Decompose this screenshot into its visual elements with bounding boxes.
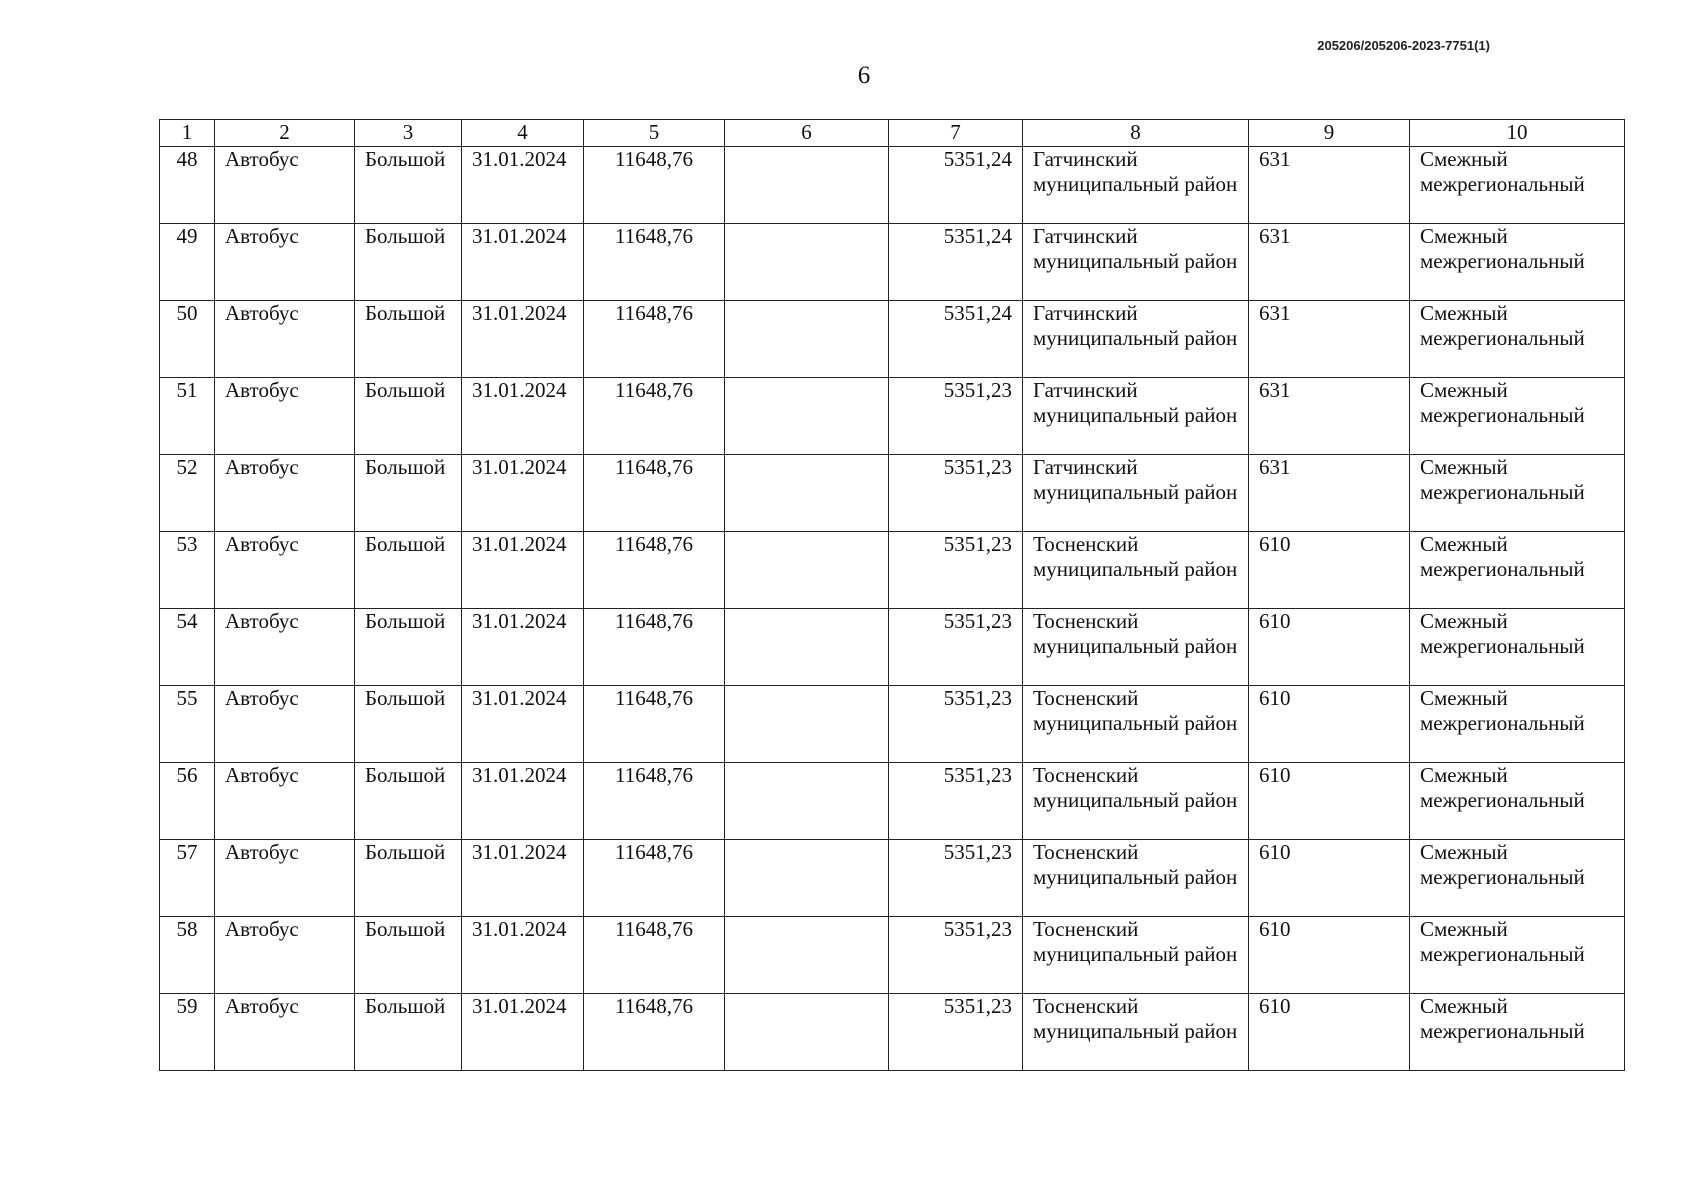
amount-cell: 5351,24 xyxy=(889,224,1023,301)
district-cell: Гатчинский муниципальный район xyxy=(1023,455,1249,532)
column-header: 4 xyxy=(462,120,584,147)
amount-cell: 5351,23 xyxy=(889,686,1023,763)
column-header: 2 xyxy=(215,120,355,147)
vehicle-class-cell: Большой xyxy=(355,994,462,1071)
vehicle-type-cell: Автобус xyxy=(215,763,355,840)
empty-cell xyxy=(725,301,889,378)
table-body xyxy=(160,147,1625,1071)
price-cell: 11648,76 xyxy=(584,532,725,609)
table-row xyxy=(160,532,1625,609)
table-row xyxy=(160,378,1625,455)
district-cell: Тосненский муниципальный район xyxy=(1023,763,1249,840)
empty-cell xyxy=(725,378,889,455)
code-cell: 631 xyxy=(1249,378,1410,455)
table-row xyxy=(160,686,1625,763)
price-cell: 11648,76 xyxy=(584,917,725,994)
amount-cell: 5351,23 xyxy=(889,532,1023,609)
code-cell: 610 xyxy=(1249,917,1410,994)
district-cell: Гатчинский муниципальный район xyxy=(1023,378,1249,455)
amount-cell: 5351,23 xyxy=(889,917,1023,994)
column-number-row xyxy=(160,120,1625,147)
vehicle-class-cell: Большой xyxy=(355,686,462,763)
vehicle-type-cell: Автобус xyxy=(215,224,355,301)
date-cell: 31.01.2024 xyxy=(462,917,584,994)
date-cell: 31.01.2024 xyxy=(462,455,584,532)
price-cell: 11648,76 xyxy=(584,147,725,224)
table-row xyxy=(160,917,1625,994)
vehicle-class-cell: Большой xyxy=(355,378,462,455)
column-header: 7 xyxy=(889,120,1023,147)
column-header: 3 xyxy=(355,120,462,147)
table-row xyxy=(160,147,1625,224)
vehicle-class-cell: Большой xyxy=(355,917,462,994)
price-cell: 11648,76 xyxy=(584,224,725,301)
district-cell: Тосненский муниципальный район xyxy=(1023,917,1249,994)
row-number-cell: 52 xyxy=(160,455,215,532)
vehicle-type-cell: Автобус xyxy=(215,378,355,455)
document-number: 205206/205206-2023-7751(1) xyxy=(1317,38,1490,53)
route-type-cell: Смежный межрегиональный xyxy=(1410,994,1625,1071)
route-type-cell: Смежный межрегиональный xyxy=(1410,224,1625,301)
amount-cell: 5351,23 xyxy=(889,840,1023,917)
district-cell: Гатчинский муниципальный район xyxy=(1023,224,1249,301)
route-type-cell: Смежный межрегиональный xyxy=(1410,609,1625,686)
column-header: 5 xyxy=(584,120,725,147)
route-type-cell: Смежный межрегиональный xyxy=(1410,686,1625,763)
vehicle-type-cell: Автобус xyxy=(215,686,355,763)
route-type-cell: Смежный межрегиональный xyxy=(1410,147,1625,224)
empty-cell xyxy=(725,609,889,686)
column-header: 1 xyxy=(160,120,215,147)
district-cell: Тосненский муниципальный район xyxy=(1023,994,1249,1071)
row-number-cell: 58 xyxy=(160,917,215,994)
vehicle-type-cell: Автобус xyxy=(215,532,355,609)
code-cell: 631 xyxy=(1249,147,1410,224)
column-header: 6 xyxy=(725,120,889,147)
vehicle-type-cell: Автобус xyxy=(215,147,355,224)
row-number-cell: 56 xyxy=(160,763,215,840)
table-row xyxy=(160,994,1625,1071)
table-row xyxy=(160,455,1625,532)
code-cell: 610 xyxy=(1249,532,1410,609)
code-cell: 610 xyxy=(1249,686,1410,763)
row-number-cell: 57 xyxy=(160,840,215,917)
column-header: 8 xyxy=(1023,120,1249,147)
price-cell: 11648,76 xyxy=(584,378,725,455)
amount-cell: 5351,24 xyxy=(889,147,1023,224)
route-type-cell: Смежный межрегиональный xyxy=(1410,378,1625,455)
code-cell: 610 xyxy=(1249,609,1410,686)
empty-cell xyxy=(725,686,889,763)
amount-cell: 5351,23 xyxy=(889,455,1023,532)
date-cell: 31.01.2024 xyxy=(462,763,584,840)
code-cell: 610 xyxy=(1249,994,1410,1071)
empty-cell xyxy=(725,532,889,609)
date-cell: 31.01.2024 xyxy=(462,609,584,686)
row-number-cell: 59 xyxy=(160,994,215,1071)
route-type-cell: Смежный межрегиональный xyxy=(1410,455,1625,532)
vehicle-type-cell: Автобус xyxy=(215,840,355,917)
vehicle-class-cell: Большой xyxy=(355,609,462,686)
table-row xyxy=(160,301,1625,378)
table-row xyxy=(160,840,1625,917)
vehicle-type-cell: Автобус xyxy=(215,994,355,1071)
row-number-cell: 54 xyxy=(160,609,215,686)
date-cell: 31.01.2024 xyxy=(462,686,584,763)
district-cell: Тосненский муниципальный район xyxy=(1023,532,1249,609)
vehicle-class-cell: Большой xyxy=(355,455,462,532)
code-cell: 610 xyxy=(1249,840,1410,917)
row-number-cell: 51 xyxy=(160,378,215,455)
vehicle-class-cell: Большой xyxy=(355,840,462,917)
route-type-cell: Смежный межрегиональный xyxy=(1410,301,1625,378)
empty-cell xyxy=(725,763,889,840)
vehicle-type-cell: Автобус xyxy=(215,917,355,994)
vehicle-class-cell: Большой xyxy=(355,301,462,378)
price-cell: 11648,76 xyxy=(584,301,725,378)
date-cell: 31.01.2024 xyxy=(462,301,584,378)
vehicle-register-table xyxy=(159,119,1625,1071)
column-header: 10 xyxy=(1410,120,1625,147)
table-row xyxy=(160,224,1625,301)
date-cell: 31.01.2024 xyxy=(462,147,584,224)
district-cell: Тосненский муниципальный район xyxy=(1023,609,1249,686)
date-cell: 31.01.2024 xyxy=(462,378,584,455)
empty-cell xyxy=(725,994,889,1071)
district-cell: Гатчинский муниципальный район xyxy=(1023,147,1249,224)
amount-cell: 5351,23 xyxy=(889,378,1023,455)
district-cell: Гатчинский муниципальный район xyxy=(1023,301,1249,378)
vehicle-class-cell: Большой xyxy=(355,224,462,301)
date-cell: 31.01.2024 xyxy=(462,532,584,609)
route-type-cell: Смежный межрегиональный xyxy=(1410,763,1625,840)
amount-cell: 5351,23 xyxy=(889,609,1023,686)
price-cell: 11648,76 xyxy=(584,455,725,532)
code-cell: 631 xyxy=(1249,224,1410,301)
date-cell: 31.01.2024 xyxy=(462,840,584,917)
vehicle-type-cell: Автобус xyxy=(215,455,355,532)
empty-cell xyxy=(725,455,889,532)
amount-cell: 5351,24 xyxy=(889,301,1023,378)
empty-cell xyxy=(725,917,889,994)
amount-cell: 5351,23 xyxy=(889,763,1023,840)
row-number-cell: 50 xyxy=(160,301,215,378)
vehicle-class-cell: Большой xyxy=(355,532,462,609)
price-cell: 11648,76 xyxy=(584,840,725,917)
empty-cell xyxy=(725,147,889,224)
row-number-cell: 55 xyxy=(160,686,215,763)
vehicle-class-cell: Большой xyxy=(355,147,462,224)
route-type-cell: Смежный межрегиональный xyxy=(1410,917,1625,994)
empty-cell xyxy=(725,840,889,917)
date-cell: 31.01.2024 xyxy=(462,994,584,1071)
page-number: 6 xyxy=(857,62,871,89)
price-cell: 11648,76 xyxy=(584,994,725,1071)
code-cell: 631 xyxy=(1249,455,1410,532)
district-cell: Тосненский муниципальный район xyxy=(1023,840,1249,917)
price-cell: 11648,76 xyxy=(584,609,725,686)
price-cell: 11648,76 xyxy=(584,686,725,763)
price-cell: 11648,76 xyxy=(584,763,725,840)
row-number-cell: 48 xyxy=(160,147,215,224)
route-type-cell: Смежный межрегиональный xyxy=(1410,840,1625,917)
vehicle-type-cell: Автобус xyxy=(215,301,355,378)
row-number-cell: 49 xyxy=(160,224,215,301)
column-header: 9 xyxy=(1249,120,1410,147)
amount-cell: 5351,23 xyxy=(889,994,1023,1071)
route-type-cell: Смежный межрегиональный xyxy=(1410,532,1625,609)
table-row xyxy=(160,763,1625,840)
district-cell: Тосненский муниципальный район xyxy=(1023,686,1249,763)
vehicle-type-cell: Автобус xyxy=(215,609,355,686)
row-number-cell: 53 xyxy=(160,532,215,609)
empty-cell xyxy=(725,224,889,301)
code-cell: 610 xyxy=(1249,763,1410,840)
date-cell: 31.01.2024 xyxy=(462,224,584,301)
vehicle-class-cell: Большой xyxy=(355,763,462,840)
table-row xyxy=(160,609,1625,686)
code-cell: 631 xyxy=(1249,301,1410,378)
